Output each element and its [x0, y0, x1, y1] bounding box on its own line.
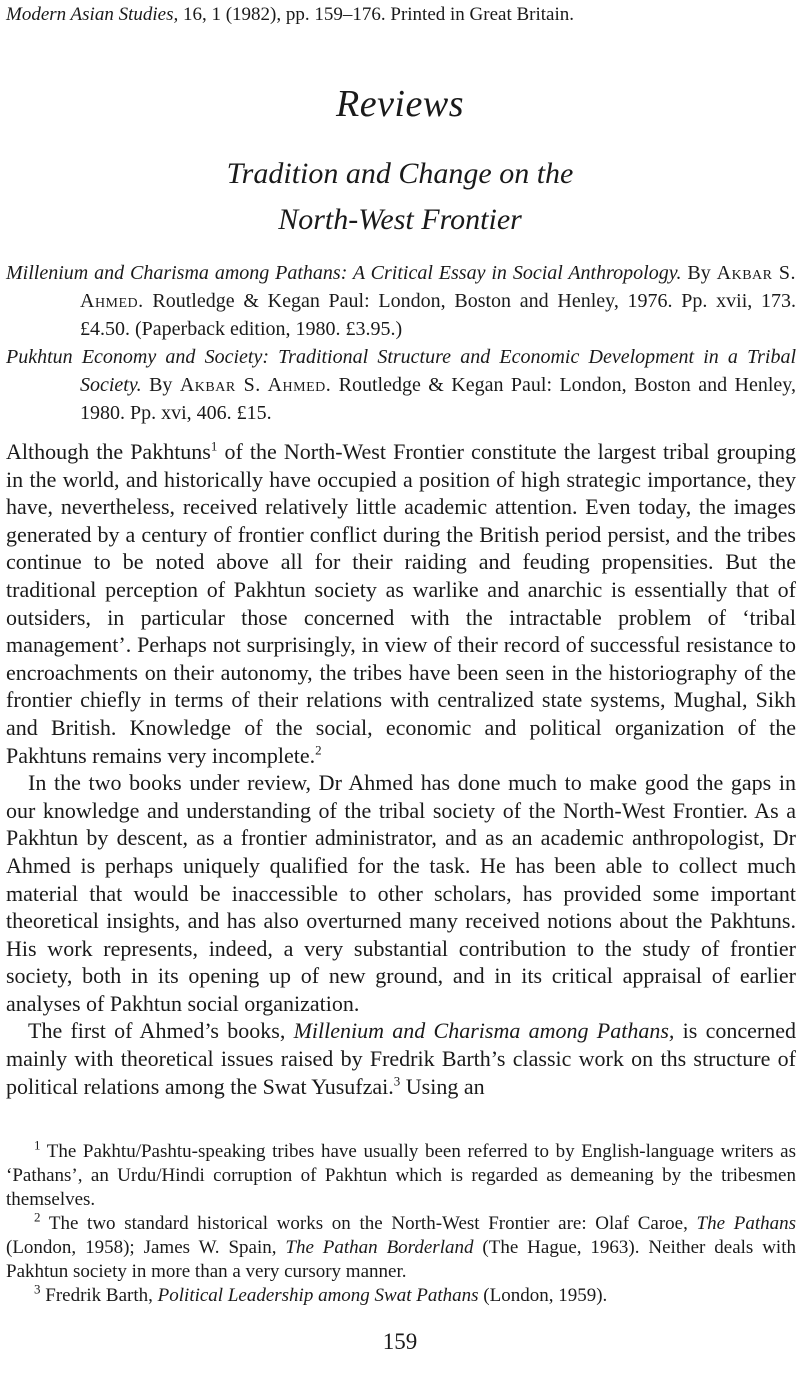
paragraph-2: In the two books under review, Dr Ahmed has done much to make good the gaps in our knowledge and understanding of the tribal society of the North-West Frontier. As a Pakhtun by descent, as a frontier administrator, and as an academic anthropologist, Dr Ahmed is perhaps uniquely qualified for the task. He has been able to collect much material that would be inaccessible to other scholars, has provided some important theoretical insights, and has also overturned many received notions about the Pakhtuns. His work represents, indeed, a very substantial contribution to the study of frontier society, both in its opening up of new ground, and in its critical appraisal of earlier analyses of Pakhtun social organization.	[6, 770, 796, 1016]
footnote-number: 3	[34, 1281, 41, 1297]
footnote-text: (The Hague, 1963). Neither deals with Pakhtun society in more than a very cursory manner.	[6, 1237, 796, 1282]
paragraph-text: The first of Ahmed’s books,	[28, 1018, 294, 1044]
paragraph-text: of the North-West Frontier constitute the largest tribal grouping in the world, and historically have occupied a position of high strategic importance, they have, nevertheless, received relatively little academic attention. Even today, the images generated by a century of frontier conflict during the British period persist, and the tribes continue to be noted above all for their raiding and feuding propensities. But the traditional perception of Pakhtun society as warlike and anarchic is essentially that of outsiders, in particular those concerned with the intractable problem of ‘tribal management’. Perhaps not surprisingly, in view of their record of successful resistance to encroachments on their autonomy, the tribes have been seen in the historiography of the frontier chiefly in terms of their relations with centralized state systems, Mughal, Sikh and British. Knowledge of the social, economic and political organization of the Pakhtuns remains very incomplete.	[6, 439, 796, 768]
footnote-ref-2: 2	[315, 742, 322, 758]
footnote-ref-1: 1	[210, 438, 218, 454]
review-title-line-2: North-West Frontier	[278, 203, 522, 236]
page-number: 159	[382, 1329, 418, 1354]
footnote-ref-3: 3	[393, 1073, 401, 1089]
by-word: By	[141, 374, 180, 396]
book-title-inline: Millenium and Charisma among Pathans,	[293, 1018, 675, 1044]
running-head	[6, 3, 574, 27]
book-author: Akbar S. Ahmed.	[80, 262, 797, 312]
paragraph-3	[6, 1017, 796, 1100]
footnote-text: Fredrik Barth,	[40, 1285, 158, 1306]
paragraph-text: Although the Pakhtuns	[6, 439, 211, 464]
section-title: Reviews	[335, 83, 464, 125]
footnote-1	[6, 1137, 796, 1212]
publication-details: Routledge & Kegan Paul: London, Boston and Henley, 1980. Pp. xvi, 406. £15.	[80, 374, 796, 424]
cited-title: The Pathan Borderland	[285, 1237, 474, 1258]
book-author: Akbar S. Ahmed.	[179, 374, 332, 396]
review-title	[0, 151, 800, 243]
review-title-line-1: Tradition and Change on the	[226, 157, 574, 190]
paragraph-1	[6, 438, 796, 769]
footnote-text: (London, 1959).	[478, 1285, 608, 1306]
journal-name: Modern Asian Studies,	[6, 4, 179, 25]
issue-details: 16, 1 (1982), pp. 159–176. Printed in Great Britain.	[178, 4, 575, 25]
by-word: By	[681, 262, 717, 284]
footnote-text: The two standard historical works on the North-West Frontier are: Olaf Caroe,	[40, 1213, 697, 1234]
footnote-number: 1	[34, 1137, 41, 1153]
paragraph-text: Using an	[400, 1073, 485, 1099]
footnote-2	[6, 1209, 796, 1284]
footnote-number: 2	[34, 1209, 41, 1225]
book-title: Millenium and Charisma among Pathans: A Critical Essay in Social Anthropology.	[6, 262, 682, 284]
book-title: Pukhtun Economy and Society: Traditional Structure and Economic Development in a Tribal Society.	[6, 346, 796, 396]
footnotes	[6, 1137, 796, 1308]
publication-details: Routledge & Kegan Paul: London, Boston and Henley, 1976. Pp. xvii, 173. £4.50. (Paperback edition, 1980. £3.95.)	[80, 290, 796, 340]
footnote-text: The Pakhtu/Pashtu-speaking tribes have usually been referred to by English-language writers as ‘Pathans’, an Urdu/Hindi corruption of Pakhtun which is regarded as demeaning by the tribesmen themselves.	[6, 1141, 796, 1210]
cited-title: The Pathans	[696, 1213, 796, 1234]
bibliography-entry-1	[6, 259, 796, 343]
cited-title: Political Leadership among Swat Pathans	[157, 1285, 479, 1306]
bibliography-entry-2	[6, 343, 796, 427]
review-body	[6, 438, 796, 1100]
paragraph-text: is concerned mainly with theoretical issues raised by Fredrik Barth’s classic work on ths structure of political relations among the Swat Yusufzai.	[6, 1018, 796, 1099]
footnote-text: (London, 1958); James W. Spain,	[6, 1237, 286, 1258]
footnote-3	[6, 1281, 796, 1308]
